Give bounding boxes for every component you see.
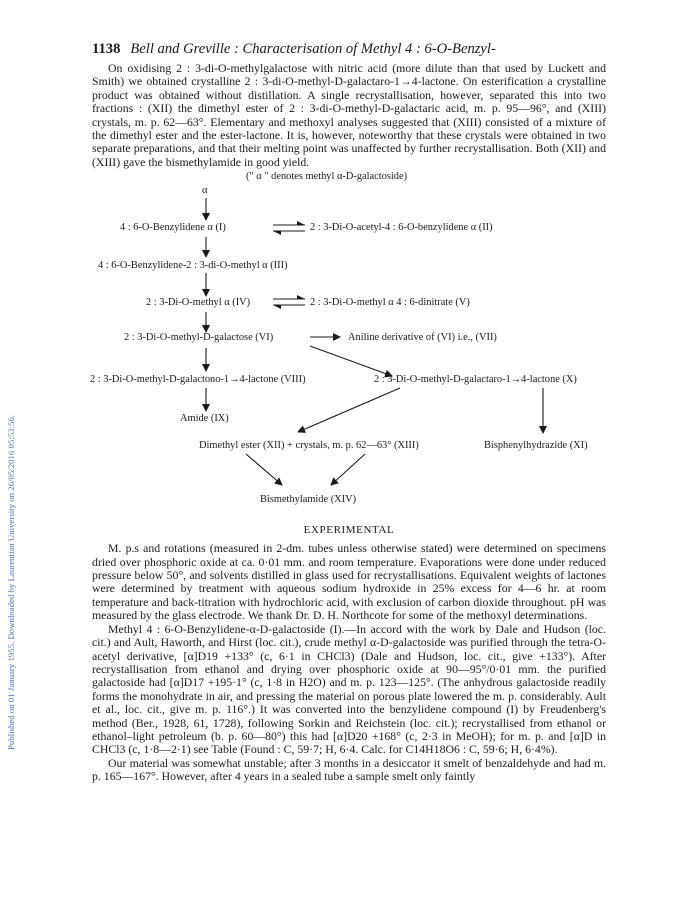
arrow-XII-to-XIV [246,454,282,485]
section-title: EXPERIMENTAL [303,524,395,537]
running-header [92,40,606,62]
reaction-scheme [92,171,606,524]
experimental-paragraph-1: M. p.s and rotations (measured in 2-dm. tubes unless otherwise stated) were determined on specimens dried over phosphoric oxide at ca. 0·01 mm. and room temperature. Evaporations were done under reduced pressure below 50°, and solvents distilled in glass used for recrystallisations. Equivalent weights of lactones were determined by treatment with aqueous sodium hydroxide in 25% excess for 4—6 hr. at room temperature and back-titration with hydrochloric acid, with exclusion of carbon dioxide throughout. pH was measured by the glass electrode. We thank Dr. D. H. Northcote for some of the methoxyl determinations. [92,541,606,623]
page-number: 1138 [92,41,121,57]
compound-XIV: Bismethylamide (XIV) [260,494,357,506]
compound-alpha: α [202,185,208,197]
journal-page [92,40,606,784]
compound-VII: Aniline derivative of (VI) i.e., (VII) [348,332,497,344]
compound-XII-XIII: Dimethyl ester (XII) + crystals, m. p. 62—63° (XIII) [199,440,419,452]
arrow-VI-to-X [310,346,392,376]
compound-VI: 2 : 3-Di-O-methyl-D-galactose (VI) [124,332,274,344]
intro-paragraph: On oxidising 2 : 3-di-O-methylgalactose with nitric acid (more dilute than that used by Luckett and Smith) we obtained crystalline 2 : 3-di-O-methyl-D-galactaro-1→4-lactone. On esterification a crystalline product was obtained without distillation. A single recrystallisation, however, separated this into two fractions : (XII) the dimethyl ester of 2 : 3-di-O-methyl-D-galactaric acid, m. p. 95—96°, and (XIII) crystals, m. p. 62—63°. Elementary and methoxyl analyses suggested that (XIII) consisted of a mixture of the dimethyl ester and the ester-lactone. It is, however, noteworthy that these crystals were obtained in two separate preparations, and that their melting point was unaffected by further recrystallisation. Both (XII) and (XIII) gave the bismethylamide in good yield. [92,61,606,169]
scheme-note: (" α " denotes methyl α-D-galactoside) [246,171,408,183]
arrow-XIII-to-XIV [331,454,365,485]
compound-II: 2 : 3-Di-O-acetyl-4 : 6-O-benzylidene α (II) [310,222,493,234]
watermark-text: Published on 01 January 1955. Downloaded by Laurentian University on 26/05/2016 05:53:56. [6,415,16,750]
experimental-paragraph-2: Methyl 4 : 6-O-Benzylidene-α-D-galactoside (I).—In accord with the work by Dale and Hudson (loc. cit.) and Ault, Haworth, and Hirst (loc. cit.), crude methyl α-D-galactoside was purified through the tetra-O-acetyl derivative, [α]D19 +133° (c, 6·1 in CHCl3) (Dale and Hudson, loc. cit., give +133°). After recrystallisation from ethanol and drying over phosphoric oxide at 90—95°/0·01 mm. the purified galactoside had [α]D17 +195·1° (c, 1·8 in H2O) and m. p. 123—125°. (The anhydrous galactoside readily forms the monohydrate in air, and pressing the material on porous plate lowered the m. p. considerably. Ault et al., loc. cit., give m. p. 116°.) It was converted into the benzylidene compound (I) by Freudenberg's method (Ber., 1928, 61, 1728), following Sorkin and Reichstein (loc. cit.); recrystallised from ethanol or ethanol–light petroleum (b. p. 60—80°) this had [α]D20 +168° (c, 2·3 in MeOH); for m. p. and [α]D in CHCl3 (c, 1·8—2·1) see Table (Found : C, 59·7; H, 6·4. Calc. for C14H18O6 : C, 59·6; H, 6·4%). [92,621,606,757]
compound-VIII: 2 : 3-Di-O-methyl-D-galactono-1→4-lactone (VIII) [90,374,306,386]
running-title: Bell and Greville : Characterisation of Methyl 4 : 6-O-Benzyl- [130,41,496,57]
experimental-paragraph-3: Our material was somewhat unstable; after 3 months in a desiccator it smelt of benzaldehyde and had m. p. 165—167°. However, after 4 years in a sealed tube a sample smelt only faintly [92,755,606,784]
compound-X: 2 : 3-Di-O-methyl-D-galactaro-1→4-lactone (X) [374,374,577,386]
compound-V: 2 : 3-Di-O-methyl α 4 : 6-dinitrate (V) [310,297,470,309]
compound-IX: Amide (IX) [180,413,229,425]
compound-XI: Bisphenylhydrazide (XI) [484,440,588,452]
compound-I: 4 : 6-O-Benzylidene α (I) [120,222,226,234]
compound-IV: 2 : 3-Di-O-methyl α (IV) [146,297,251,309]
compound-III: 4 : 6-O-Benzylidene-2 : 3-di-O-methyl α (III) [98,260,288,272]
arrow-X-to-XII [298,388,400,432]
download-watermark [6,150,20,750]
